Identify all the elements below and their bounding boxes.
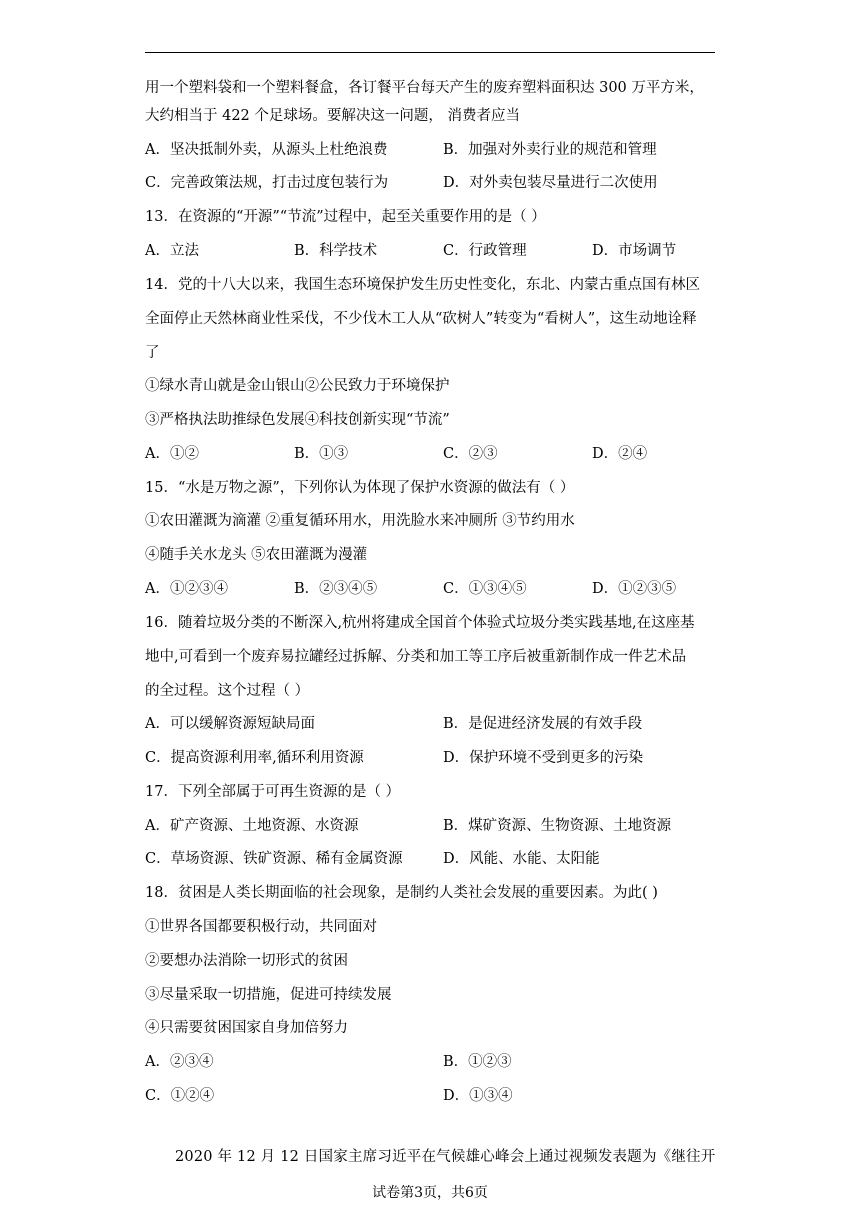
q15-option-a: A．①②③④: [145, 581, 228, 597]
q18-option-b: B．①②③: [443, 1054, 512, 1070]
q12-option-b: B．加强对外卖行业的规范和管理: [443, 142, 657, 158]
q14-option-c: C．②③: [443, 446, 498, 462]
q13-option-c: C．行政管理: [443, 243, 527, 259]
header-rule: [145, 52, 715, 53]
q12-option-c: C．完善政策法规，打击过度包装行为: [145, 175, 389, 191]
q12-option-d: D．对外卖包装尽量进行二次使用: [443, 175, 658, 191]
q18-item-4: ④只需要贫困国家自身加倍努力: [145, 1020, 348, 1036]
q14-stem-3: 了: [145, 345, 160, 361]
q15-option-b: B．②③④⑤: [294, 581, 378, 597]
q13-stem: 13．在资源的“开源”“节流”过程中，起至关重要作用的是（ ）: [145, 209, 546, 225]
q16-option-c: C．提高资源利用率,循环利用资源: [145, 750, 364, 766]
q15-stem: 15．“水是万物之源”，下列你认为体现了保护水资源的做法有（ ）: [145, 480, 575, 496]
q15-option-c: C．①③④⑤: [443, 581, 527, 597]
q13-option-d: D．市场调节: [592, 243, 677, 259]
q14-item-1: ①绿水青山就是金山银山②公民致力于环境保护: [145, 378, 450, 394]
q15-option-d: D．①②③⑤: [592, 581, 677, 597]
q14-item-2: ③严格执法助推绿色发展④科技创新实现“节流”: [145, 412, 450, 428]
q17-option-c: C．草场资源、铁矿资源、稀有金属资源: [145, 851, 403, 867]
q14-stem-1: 14．党的十八大以来，我国生态环境保护发生历史性变化，东北、内蒙古重点国有林区: [145, 277, 700, 293]
next-passage-line: 2020 年 12 月 12 日国家主席习近平在气候雄心峰会上通过视频发表题为《继往开: [175, 1149, 716, 1165]
q13-option-a: A．立法: [145, 243, 199, 259]
q16-option-b: B．是促进经济发展的有效手段: [443, 716, 643, 732]
q14-stem-2: 全面停止天然林商业性采伐，不少伐木工人从“砍树人”转变为“看树人”，这生动地诠释: [145, 311, 697, 327]
q16-option-d: D．保护环境不受到更多的污染: [443, 750, 644, 766]
q17-option-d: D．风能、水能、太阳能: [443, 851, 600, 867]
q18-stem: 18．贫困是人类长期面临的社会现象，是制约人类社会发展的重要因素。为此( ): [145, 885, 658, 901]
q16-stem-2: 地中,可看到一个废弃易拉罐经过拆解、分类和加工等工序后被重新制作成一件艺术品: [145, 649, 687, 665]
q14-option-b: B．①③: [294, 446, 349, 462]
q14-option-d: D．②④: [592, 446, 648, 462]
q15-item-2: ④随手关水龙头 ⑤农田灌溉为漫灌: [145, 547, 368, 563]
q16-option-a: A．可以缓解资源短缺局面: [145, 716, 315, 732]
q16-stem-1: 16．随着垃圾分类的不断深入,杭州将建成全国首个体验式垃圾分类实践基地,在这座基: [145, 615, 695, 631]
q13-option-b: B．科学技术: [294, 243, 378, 259]
q12-option-a: A．坚决抵制外卖，从源头上杜绝浪费: [145, 142, 388, 158]
q18-item-2: ②要想办法消除一切形式的贫困: [145, 953, 348, 969]
q15-item-1: ①农田灌溉为滴灌 ②重复循环用水，用洗脸水来冲厕所 ③节约用水: [145, 513, 575, 529]
passage-line-1: 用一个塑料袋和一个塑料餐盒，各订餐平台每天产生的废弃塑料面积达 300 万平方米，: [145, 80, 704, 96]
q18-option-a: A．②③④: [145, 1054, 214, 1070]
q17-option-a: A．矿产资源、土地资源、水资源: [145, 818, 359, 834]
q16-stem-3: 的全过程。这个过程（ ）: [145, 683, 310, 699]
passage-line-2: 大约相当于 422 个足球场。要解决这一问题， 消费者应当: [145, 108, 521, 124]
q18-option-d: D．①③④: [443, 1088, 513, 1104]
q18-item-1: ①世界各国都要积极行动，共同面对: [145, 919, 377, 935]
page-footer: 试卷第3页，共6页: [372, 1185, 488, 1201]
q17-stem: 17．下列全部属于可再生资源的是（ ）: [145, 784, 401, 800]
q14-option-a: A．①②: [145, 446, 199, 462]
q17-option-b: B．煤矿资源、生物资源、土地资源: [443, 818, 672, 834]
q18-item-3: ③尽量采取一切措施，促进可持续发展: [145, 987, 392, 1003]
q18-option-c: C．①②④: [145, 1088, 215, 1104]
